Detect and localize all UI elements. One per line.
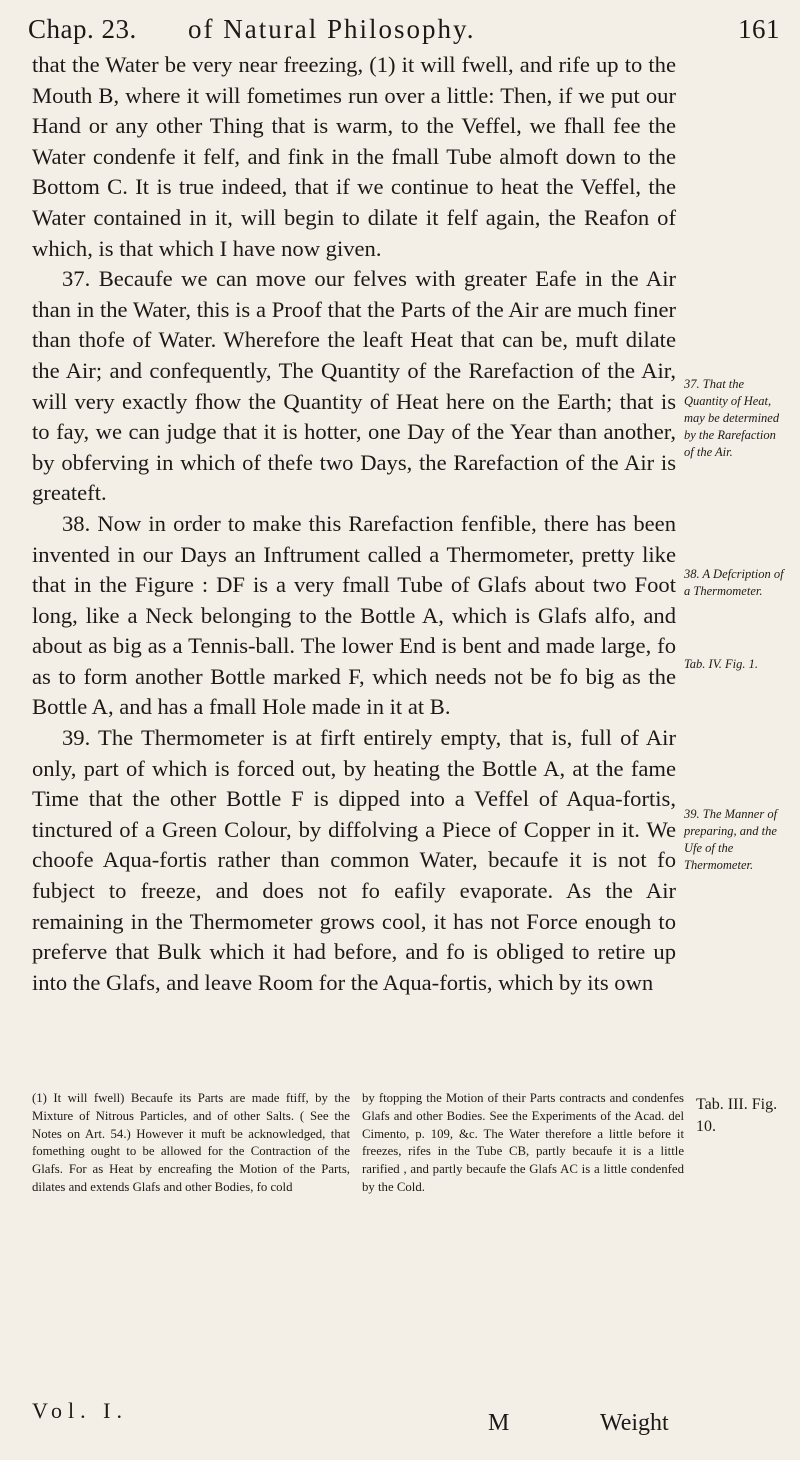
- running-title: of Natural Philosophy.: [188, 14, 476, 44]
- margin-tab-ref: Tab. IV. Fig. 1.: [684, 657, 758, 671]
- margin-note-37: 37. That the Quantity of Heat, may be determined by the Rarefaction of the Air.: [684, 377, 780, 459]
- paragraph-37: 37. Becaufe we can move our felves with greater Eafe in the Air than in the Water, this is a Proof that the Parts of the Air are much finer than thofe of Water. Wherefore the leaft Heat that can be, muft dilate the Air; and confequently, The Quantity of the Rarefaction of the Air, will very exactly fhow the Quantity of Heat here on the Earth; that is to fay, we can judge that it is hotter, one Day of the Year than another, by obferving in which of thefe two Days, the Rarefaction of the Air is greateft.: [32, 266, 676, 506]
- signature-mark: M: [488, 1410, 510, 1436]
- paragraph-continuation: that the Water be very near freezing, (1) it will fwell, and rife up to the Mouth B, where it will fometimes run over a little: Then, if we put our Hand or any other Thing that is warm, to the Veffel, we fhall fee the Water condenfe it felf, and fink in the fmall Tube almoft down to the Bottom C. It is true indeed, that if we continue to heat the Veffel, the Water contained in it, will begin to dilate it felf again, the Reafon of which, is that which I have now given.: [32, 52, 676, 261]
- chapter-label: Chap. 23.: [28, 14, 137, 44]
- running-header: [28, 8, 780, 48]
- figure-reference: Tab. III. Fig. 10.: [696, 1096, 778, 1135]
- margin-note-38: 38. A Defcription of a Thermometer.: [684, 567, 784, 598]
- paragraph-38: 38. Now in order to make this Rarefaction fenfible, there has been invented in our Days an Inftrument called a Thermometer, pretty like that in the Figure : DF is a very fmall Tube of Glafs about two Foot long, like a Neck belonging to the Bottle A, which is Glafs alfo, and about as big as a Tennis-ball. The lower End is bent and made large, fo as to form another Bottle marked F, which needs not be fo big as the Bottle A, and has a fmall Hole made in it at B.: [32, 510, 676, 720]
- catchword: Weight: [600, 1410, 669, 1436]
- footnote-left-column: (1) It will fwell) Becaufe its Parts are made ftiff, by the Mixture of Nitrous Particles, and of other Salts. ( See the Notes on Art. 54.) However it muft be acknowledged, that fomething ought to be allowed for the Contraction of the Glafs. For as Heat by encreafing the Motion of the Parts, dilates and extends Glafs and other Bodies, fo cold: [32, 1091, 350, 1194]
- footnote-right-column: by ftopping the Motion of their Parts contracts and condenfes Glafs and other Bodies. See the Experiments of the Acad. del Cimento, p. 109, &c. The Water therefore a little before it freezes, rifes in the Tube CB, partly becaufe it is a little rarified , and partly becaufe the Glafs AC is a little condenfed by the Cold.: [362, 1091, 684, 1194]
- main-text: [32, 50, 676, 998]
- volume-signature: Vol. I.: [32, 1398, 128, 1423]
- margin-note-39: 39. The Manner of preparing, and the Ufe of the Thermometer.: [684, 807, 778, 872]
- page-number: 161: [738, 14, 780, 44]
- paragraph-39: 39. The Thermometer is at firft entirely empty, that is, full of Air only, part of which is forced out, by heating the Bottle A, at the fame Time that the other Bottle F is dipped into a Veffel of Aqua-fortis, tinctured of a Green Colour, by diffolving a Piece of Copper in it. We choofe Aqua-fortis rather than common Water, becaufe it is not fo fubject to freeze, and does not fo eafily evaporate. As the Air remaining in the Thermometer grows cool, it has not Force enough to preferve that Bulk which it had before, and fo is obliged to retire up into the Glafs, and leave Room for the Aqua-fortis, which by its own: [32, 725, 676, 995]
